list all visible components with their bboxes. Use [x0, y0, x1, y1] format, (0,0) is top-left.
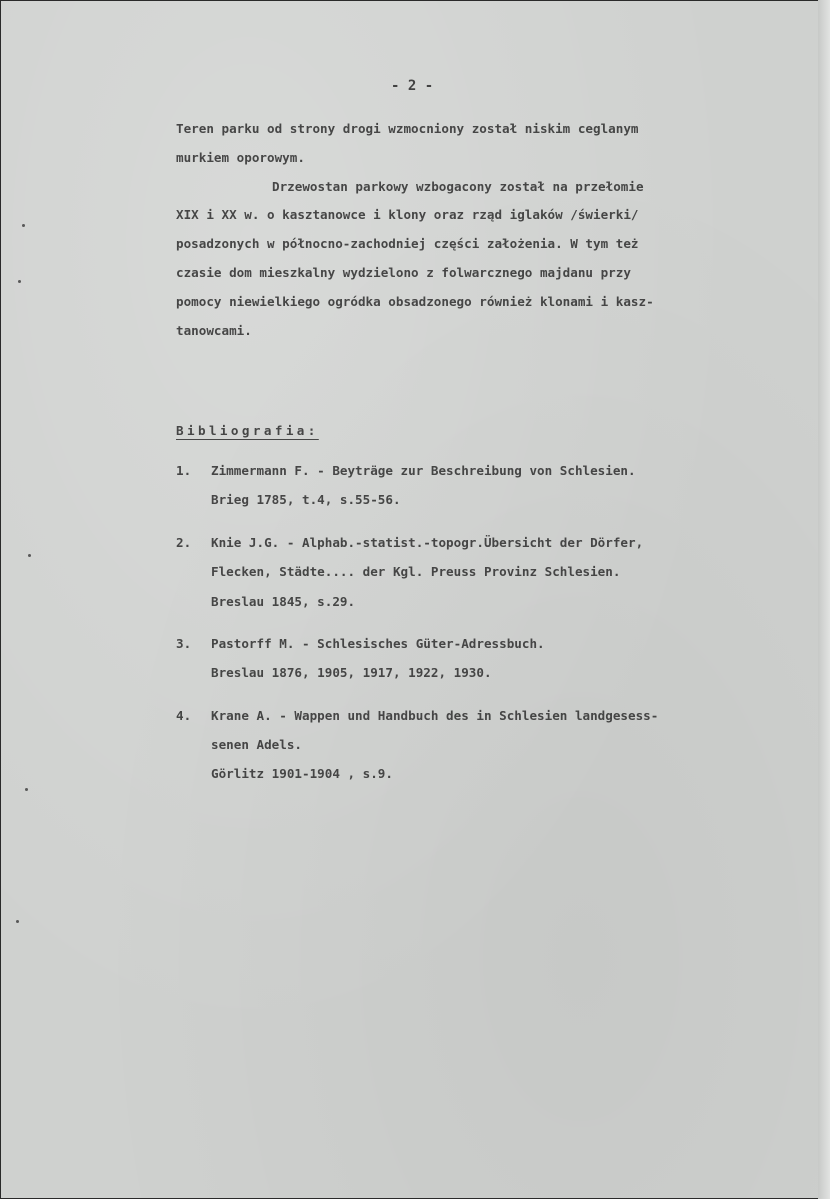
- paragraph2-line-2: XIX i XX w. o kasztanowce i klony oraz rząd iglaków /świerki/: [176, 207, 639, 222]
- bibliography-heading: Bibliografia:: [176, 423, 319, 438]
- bib-entry-3-line-1: Pastorff M. - Schlesisches Güter-Adressbuch.: [211, 636, 545, 651]
- paragraph2-line-3: posadzonych w północno-zachodniej części założenia. W tym też: [176, 236, 639, 251]
- paragraph2-line-5: pomocy niewielkiego ogródka obsadzonego również klonami i kasz-: [176, 294, 654, 309]
- bib-entry-2-line-2: Flecken, Städte.... der Kgl. Preuss Provinz Schlesien.: [211, 564, 621, 579]
- bib-entry-4-number: 4.: [176, 708, 192, 723]
- scan-speck: [22, 224, 25, 227]
- paragraph2-line-6: tanowcami.: [176, 323, 252, 338]
- bib-entry-3-line-2: Breslau 1876, 1905, 1917, 1922, 1930.: [211, 665, 492, 680]
- page-number: - 2 -: [391, 78, 434, 94]
- page-edge: [818, 0, 830, 1199]
- paragraph2-line-4: czasie dom mieszkalny wydzielono z folwarcznego majdanu przy: [176, 265, 631, 280]
- bib-entry-2-line-1: Knie J.G. - Alphab.-statist.-topogr.Übersicht der Dörfer,: [211, 535, 644, 550]
- bib-entry-1-line-1: Zimmermann F. - Beyträge zur Beschreibung von Schlesien.: [211, 463, 636, 478]
- paragraph1-line-2: murkiem oporowym.: [176, 150, 305, 165]
- bib-entry-3-number: 3.: [176, 636, 192, 651]
- scan-speck: [18, 280, 21, 283]
- bib-entry-4-line-2: senen Adels.: [211, 737, 302, 752]
- bib-entry-4-line-3: Görlitz 1901-1904 , s.9.: [211, 766, 393, 781]
- bib-entry-1-line-2: Brieg 1785, t.4, s.55-56.: [211, 492, 401, 507]
- bib-entry-1-number: 1.: [176, 463, 192, 478]
- scan-speck: [16, 920, 19, 923]
- paragraph1-line-1: Teren parku od strony drogi wzmocniony został niskim ceglanym: [176, 121, 639, 136]
- scan-speck: [25, 788, 28, 791]
- paragraph2-line-1: Drzewostan parkowy wzbogacony został na przełomie: [272, 179, 644, 194]
- bib-entry-2-line-3: Breslau 1845, s.29.: [211, 594, 356, 609]
- bib-entry-2-number: 2.: [176, 535, 192, 550]
- scan-speck: [28, 554, 31, 557]
- bib-entry-4-line-1: Krane A. - Wappen und Handbuch des in Schlesien landgesess-: [211, 708, 659, 723]
